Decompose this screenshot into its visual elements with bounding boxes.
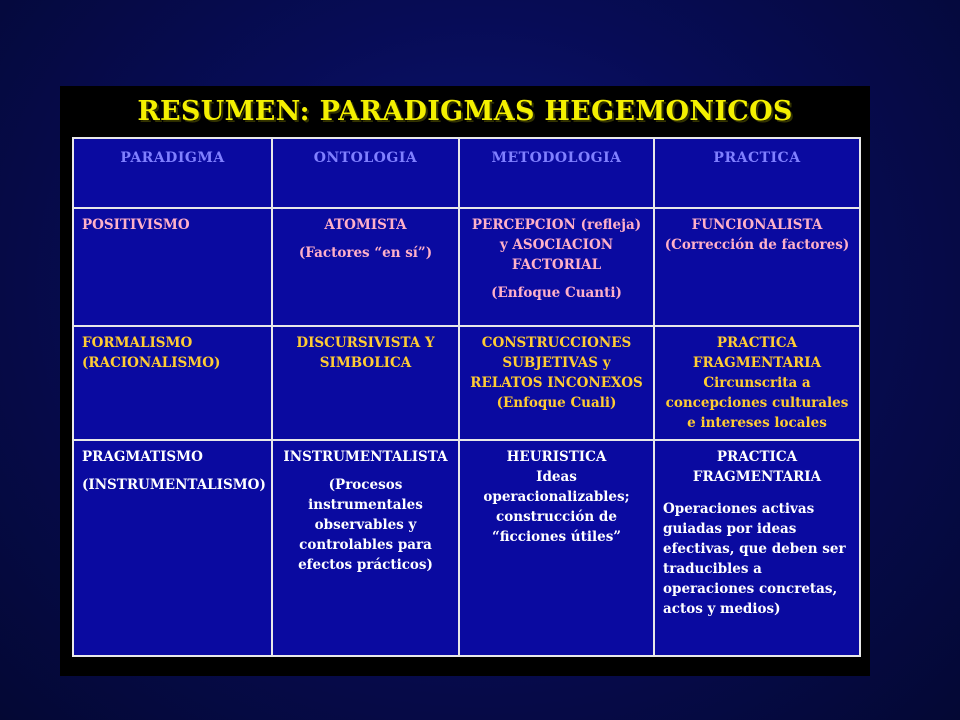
paradigms-table	[72, 137, 861, 657]
metodologia-note: (Enfoque Cuanti)	[491, 285, 622, 301]
ontologia-note: (Factores “en sí”)	[298, 245, 433, 261]
cell-positivismo-ontologia	[272, 208, 459, 326]
metodologia-name: CONSTRUCCIONES SUBJETIVAS y RELATOS INCONEXOS	[470, 335, 643, 391]
header-practica: PRACTICA	[654, 138, 860, 208]
metodologia-note: Ideas operacionalizables; construcción de “ficciones útiles”	[483, 469, 630, 545]
cell-formalismo-ontologia	[272, 326, 459, 440]
table-row-pragmatismo	[73, 440, 860, 656]
practica-note: (Corrección de factores)	[664, 237, 850, 253]
paradigma-name: POSITIVISMO	[82, 217, 190, 233]
practica-note: Operaciones activas guiadas por ideas efectivas, que deben ser traducibles a operaciones concretas, actos y medios)	[663, 501, 846, 617]
cell-formalismo-paradigma	[73, 326, 272, 440]
header-metodologia: METODOLOGIA	[459, 138, 654, 208]
practica-name: PRACTICA FRAGMENTARIA	[692, 335, 822, 371]
cell-positivismo-paradigma	[73, 208, 272, 326]
header-ontologia: ONTOLOGIA	[272, 138, 459, 208]
practica-note: Circunscrita a concepciones culturales e intereses locales	[665, 375, 849, 431]
cell-pragmatismo-metodologia	[459, 440, 654, 656]
cell-pragmatismo-practica	[654, 440, 860, 656]
cell-formalismo-practica	[654, 326, 860, 440]
metodologia-note: (Enfoque Cuali)	[496, 395, 617, 411]
ontologia-name: DISCURSIVISTA Y SIMBOLICA	[296, 335, 435, 371]
cell-positivismo-metodologia	[459, 208, 654, 326]
practica-name: PRACTICA FRAGMENTARIA	[692, 449, 822, 485]
cell-positivismo-practica	[654, 208, 860, 326]
practica-name: FUNCIONALISTA	[691, 217, 823, 233]
header-row	[73, 138, 860, 208]
table-row-formalismo	[73, 326, 860, 440]
paradigma-note: (INSTRUMENTALISMO)	[82, 477, 266, 493]
cell-formalismo-metodologia	[459, 326, 654, 440]
paradigma-name: PRAGMATISMO	[82, 449, 203, 465]
ontologia-name: INSTRUMENTALISTA	[283, 449, 448, 465]
cell-pragmatismo-ontologia	[272, 440, 459, 656]
paradigma-name: FORMALISMO (RACIONALISMO)	[82, 335, 221, 371]
table-row-positivismo	[73, 208, 860, 326]
metodologia-name: PERCEPCION (refleja) y ASOCIACION FACTORIAL	[471, 217, 642, 273]
ontologia-note: (Procesos instrumentales observables y controlables para efectos prácticos)	[298, 477, 433, 573]
cell-pragmatismo-paradigma	[73, 440, 272, 656]
header-paradigma: PARADIGMA	[73, 138, 272, 208]
ontologia-name: ATOMISTA	[324, 217, 407, 233]
slide-title: RESUMEN: PARADIGMAS HEGEMONICOS	[137, 96, 793, 127]
metodologia-name: HEURISTICA	[506, 449, 607, 465]
